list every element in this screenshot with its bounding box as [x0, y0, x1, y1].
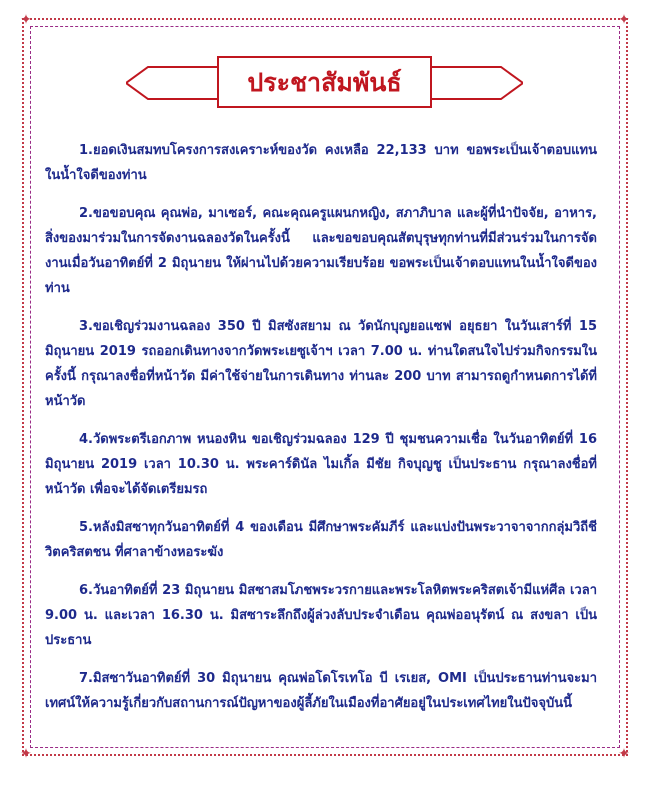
announcement-item: 2.ขอขอบคุณ คุณพ่อ, มาเซอร์, คณะคุณครูแผนกหญิง, สภาภิบาล และผู้ที่นำปัจจัย, อาหาร, สิ่งของมาร่วมในการจัดงานฉลองวัดในครั้งนี้ และขอขอบคุณสัตบุรุษทุกท่านที่มีส่วนร่วมในการจัดงานเมื่อวันอาทิตย์ที่ 2 มิถุนายน ให้ผ่านไปด้วยความเรียบร้อย ขอพระเป็นเจ้าตอบแทนในน้ำใจดีของท่าน	[45, 206, 597, 296]
corner-ornament-icon: ✦	[20, 12, 32, 28]
announcement-item: 1.ยอดเงินสมทบโครงการสงเคราะห์ของวัด คงเหลือ 22,133 บาท ขอพระเป็นเจ้าตอบแทนในน้ำใจดีของท่าน	[45, 143, 597, 183]
title-banner	[126, 55, 523, 111]
announcement-item: 5.หลังมิสซาทุกวันอาทิตย์ที่ 4 ของเดือน มีศึกษาพระคัมภีร์ และแบ่งปันพระวาจาจากกลุ่มวิถีชีวิตคริสตชน ที่ศาลาข้างหอระฆัง	[45, 520, 597, 560]
announcement-item: 6.วันอาทิตย์ที่ 23 มิถุนายน มิสซาสมโภชพระวรกายและพระโลหิตพระคริสตเจ้ามีแห่ศีล เวลา 9.00 น. และเวลา 16.30 น. มิสซาระลึกถึงผู้ล่วงลับประจำเดือน คุณพ่ออนุรัตน์ ณ สงขลา เป็นประธาน	[45, 583, 597, 648]
announcement-item: 7.มิสซาวันอาทิตย์ที่ 30 มิถุนายน คุณพ่อโดโรเทโอ บี เรเยส, OMI เป็นประธานท่านจะมาเทศน์ให้ความรู้เกี่ยวกับสถานการณ์ปัญหาของผู้ลี้ภัยในเมืองที่อาศัยอยู่ในประเทศไทยในปัจจุบันนี้	[45, 671, 597, 711]
announcement-list	[45, 138, 597, 729]
page-title: ประชาสัมพันธ์	[247, 68, 402, 97]
announcement-item: 3.ขอเชิญร่วมงานฉลอง 350 ปี มิสซังสยาม ณ วัดนักบุญยอแซฟ อยุธยา ในวันเสาร์ที่ 15 มิถุนายน 2019 รถออกเดินทางจากวัดพระเยซูเจ้าฯ เวลา 7.00 น. ท่านใดสนใจไปร่วมกิจกรรมในครั้งนี้ กรุณาลงชื่อที่หน้าวัด มีค่าใช้จ่ายในการเดินทาง ท่านละ 200 บาท สามารถดูกำหนดการได้ที่หน้าวัด	[45, 319, 597, 409]
corner-ornament-icon: ✦	[618, 746, 630, 762]
corner-ornament-icon: ✦	[20, 746, 32, 762]
announcement-item: 4.วัดพระตรีเอกภาพ หนองหิน ขอเชิญร่วมฉลอง 129 ปี ชุมชนความเชื่อ ในวันอาทิตย์ที่ 16 มิถุนายน 2019 เวลา 10.30 น. พระคาร์ดินัล ไมเกิ้ล มีชัย กิจบุญชู เป็นประธาน กรุณาลงชื่อที่หน้าวัด เพื่อจะได้จัดเตรียมรถ	[45, 432, 597, 497]
corner-ornament-icon: ✦	[618, 12, 630, 28]
